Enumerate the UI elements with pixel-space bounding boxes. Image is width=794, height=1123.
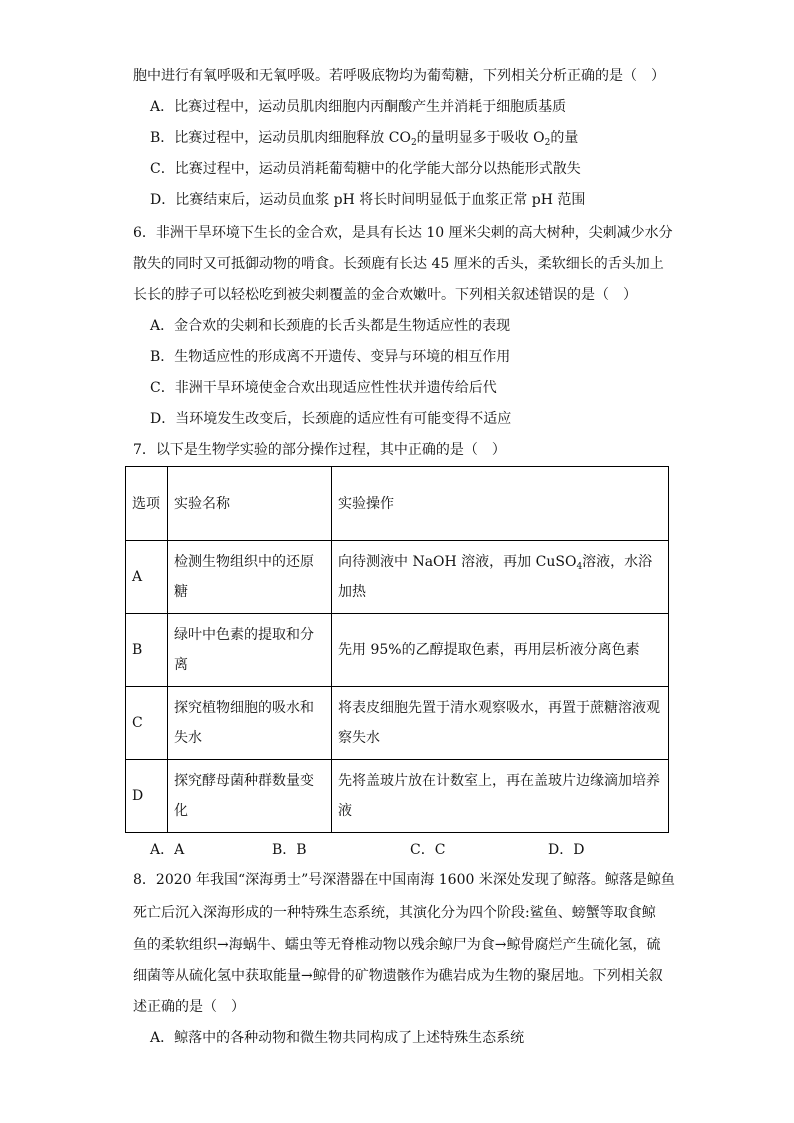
- q7-stem: 7．以下是生物学实验的部分操作过程，其中正确的是（ ）: [133, 442, 506, 458]
- q6-option-a: A．金合欢的尖刺和长颈鹿的长舌头都是生物适应性的表现: [150, 318, 511, 334]
- table-header-row: [126, 467, 669, 541]
- q5-option-c: C．比赛过程中，运动员消耗葡萄糖中的化学能大部分以热能形式散失: [150, 161, 581, 177]
- experiment-table: [125, 466, 669, 833]
- q7-answer-c: C．C: [410, 842, 446, 858]
- q8-stem-line5: 述正确的是（ ）: [133, 999, 245, 1015]
- q6-option-d: D．当环境发生改变后，长颈鹿的适应性有可能变得不适应: [150, 411, 512, 427]
- row-experiment-name: 探究酵母菌种群数量变化: [168, 760, 332, 833]
- q6-option-c: C．非洲干旱环境使金合欢出现适应性性状并遗传给后代: [150, 380, 497, 396]
- row-experiment-operation: 向待测液中 NaOH 溶液，再加 CuSO$_4$溶液，水浴加热: [332, 541, 669, 614]
- table-row: [126, 760, 669, 833]
- row-option: B: [126, 614, 168, 687]
- q7-answer-a: A．A: [150, 842, 185, 858]
- table-row: [126, 687, 669, 760]
- q5-option-a: A．比赛过程中，运动员肌肉细胞内丙酮酸产生并消耗于细胞质基质: [150, 99, 567, 115]
- q5-option-d: D．比赛结束后，运动员血浆 pH 将长时间明显低于血浆正常 pH 范围: [150, 192, 586, 208]
- header-experiment-operation: 实验操作: [332, 467, 669, 541]
- q5-stem: 胞中进行有氧呼吸和无氧呼吸。若呼吸底物均为葡萄糖，下列相关分析正确的是（ ）: [133, 68, 665, 84]
- q6-stem-line3: 长长的脖子可以轻松吃到被尖刺覆盖的金合欢嫩叶。下列相关叙述错误的是（ ）: [133, 287, 637, 303]
- q8-stem-line3: 鱼的柔软组织→海蜗牛、蠕虫等无脊椎动物以残余鲸尸为食→鲸骨腐烂产生硫化氢，硫: [133, 937, 661, 953]
- q7-answer-d: D．D: [548, 842, 585, 858]
- row-experiment-operation: 先用 95%的乙醇提取色素，再用层析液分离色素: [332, 614, 669, 687]
- row-option: C: [126, 687, 168, 760]
- q8-option-a: A．鲸落中的各种动物和微生物共同构成了上述特殊生态系统: [150, 1030, 525, 1046]
- row-experiment-operation: 将表皮细胞先置于清水观察吸水，再置于蔗糖溶液观察失水: [332, 687, 669, 760]
- q6-option-b: B．生物适应性的形成离不开遗传、变异与环境的相互作用: [150, 349, 511, 365]
- table-row: [126, 614, 669, 687]
- row-experiment-operation: 先将盖玻片放在计数室上，再在盖玻片边缘滴加培养液: [332, 760, 669, 833]
- header-experiment-name: 实验名称: [168, 467, 332, 541]
- q8-stem-line2: 死亡后沉入深海形成的一种特殊生态系统，其演化分为四个阶段:鲨鱼、螃蟹等取食鲸: [133, 905, 656, 921]
- q5-option-b: B．比赛过程中，运动员肌肉细胞释放 $CO_2$的量明显多于吸收 $O_2$的量: [150, 130, 579, 148]
- q6-stem-line1: 6．非洲干旱环境下生长的金合欢，是具有长达 10 厘米尖刺的高大树种，尖刺减少水分: [133, 225, 673, 241]
- q8-stem-line1: 8．2020 年我国“深海勇士”号深潜器在中国南海 1600 米深处发现了鲸落。鲸落是鲸鱼: [133, 872, 675, 888]
- row-option: D: [126, 760, 168, 833]
- row-experiment-name: 探究植物细胞的吸水和失水: [168, 687, 332, 760]
- header-option: 选项: [126, 467, 168, 541]
- q8-stem-line4: 细菌等从硫化氢中获取能量→鲸骨的矿物遗骸作为礁岩成为生物的聚居地。下列相关叙: [133, 968, 663, 984]
- row-option: A: [126, 541, 168, 614]
- table-row: [126, 541, 669, 614]
- row-experiment-name: 检测生物组织中的还原糖: [168, 541, 332, 614]
- q7-answer-b: B．B: [272, 842, 307, 858]
- row-experiment-name: 绿叶中色素的提取和分离: [168, 614, 332, 687]
- q6-stem-line2: 散失的同时又可抵御动物的啃食。长颈鹿有长达 45 厘米的舌头，柔软细长的舌头加上: [133, 256, 664, 272]
